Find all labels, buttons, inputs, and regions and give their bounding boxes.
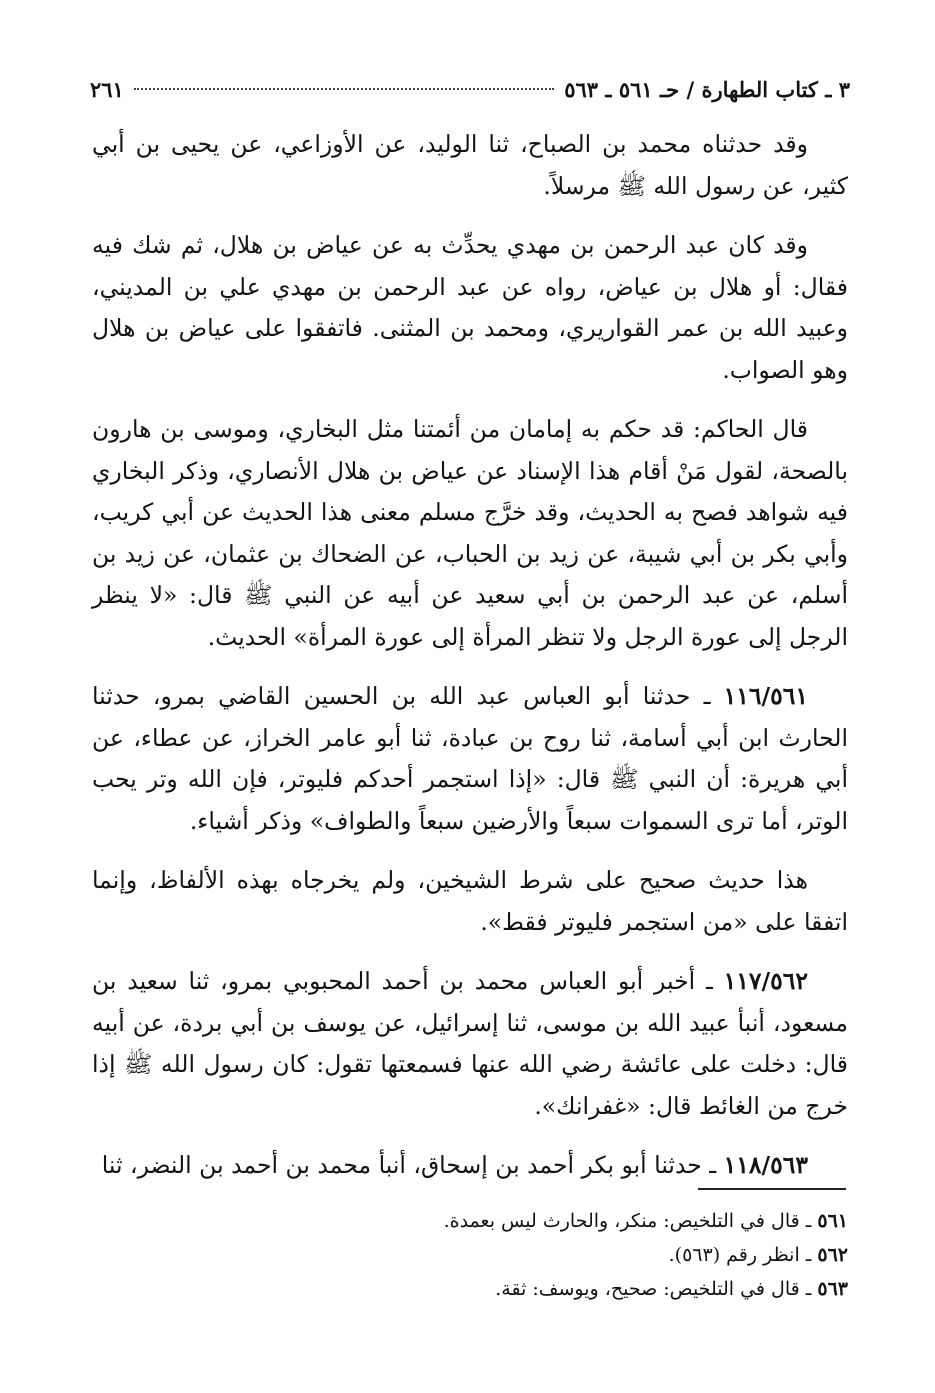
hadith-number: ١١٧/٥٦٢	[723, 967, 808, 995]
paragraph-text: وقد كان عبد الرحمن بن مهدي يحدِّث به عن عياض بن هلال، ثم شك فيه فقال: أو هلال بن عياض، رواه عن عبد الرحمن بن مهدي علي بن المديني، وعبيد الله بن عمر القواريري، ومحمد بن المثنى. فاتفقوا على عياض بن هلال وهو الصواب.	[92, 231, 848, 384]
main-text	[92, 124, 848, 1205]
chapter-title: ٣ ـ كتاب الطهارة / حـ ٥٦١ ـ ٥٦٣	[564, 76, 850, 102]
footnote-text: ـ انظر رقم (٥٦٣).	[668, 1244, 818, 1266]
hadith-number: ١١٦/٥٦١	[723, 682, 808, 710]
footnotes	[92, 1204, 848, 1306]
running-header	[90, 74, 850, 104]
footnote-text: ـ قال في التلخيص: صحيح، ويوسف: ثقة.	[495, 1278, 818, 1300]
footnote	[92, 1204, 848, 1238]
hadith-entry	[92, 961, 848, 1127]
footnote-separator	[698, 1188, 846, 1190]
paragraph	[92, 225, 848, 391]
footnote	[92, 1272, 848, 1306]
dot-leader	[134, 88, 554, 90]
paragraph-text: ـ حدثنا أبو بكر أحمد بن إسحاق، أنبأ محمد بن أحمد بن النضر، ثنا	[101, 1151, 724, 1179]
hadith-number: ١١٨/٥٦٣	[723, 1151, 808, 1179]
footnote	[92, 1238, 848, 1272]
footnote-number: ٥٦٣	[817, 1278, 848, 1300]
paragraph	[92, 409, 848, 658]
paragraph-text: قال الحاكم: قد حكم به إمامان من أئمتنا مثل البخاري، وموسى بن هارون بالصحة، لقول مَنْ أقام هذا الإسناد عن عياض بن هلال الأنصاري، وذكر البخاري فيه شواهد فصح به الحديث، وقد خرَّج مسلم معنى هذا الحديث عن أبي كريب، وأبي بكر بن أبي شيبة، عن زيد بن الحباب، عن الضحاك بن عثمان، عن زيد بن أسلم، عن عبد الرحمن بن أبي سعيد عن أبيه عن النبي ﷺ قال: «لا ينظر الرجل إلى عورة الرجل ولا تنظر المرأة إلى عورة المرأة» الحديث.	[92, 415, 848, 651]
footnote-number: ٥٦١	[817, 1210, 848, 1232]
footnote-text: ـ قال في التلخيص: منكر، والحارث ليس بعمدة.	[443, 1210, 818, 1232]
paragraph-text: وقد حدثناه محمد بن الصباح، ثنا الوليد، عن الأوزاعي، عن يحيى بن أبي كثير، عن رسول الله ﷺ مرسلاً.	[92, 130, 848, 200]
paragraph-text: هذا حديث صحيح على شرط الشيخين، ولم يخرجاه بهذه الألفاظ، وإنما اتفقا على «من استجمر فليوتر فقط».	[92, 866, 848, 936]
paragraph	[92, 124, 848, 207]
paragraph-text: ـ حدثنا أبو العباس عبد الله بن الحسين القاضي بمرو، حدثنا الحارث ابن أبي أسامة، ثنا روح بن عبادة، ثنا أبو عامر الخراز، عن عطاء، عن أبي هريرة: أن النبي ﷺ قال: «إذا استجمر أحدكم فليوتر، فإن الله وتر يحب الوتر، أما ترى السموات سبعاً والأرضين سبعاً والطواف» وذكر أشياء.	[92, 682, 849, 835]
paragraph	[92, 860, 848, 943]
page-number: ٢٦١	[90, 76, 124, 102]
paragraph-text: ـ أخبر أبو العباس محمد بن أحمد المحبوبي بمرو، ثنا سعيد بن مسعود، أنبأ عبيد الله بن موسى، ثنا إسرائيل، عن يوسف بن أبي بردة، عن أبيه قال: دخلت على عائشة رضي الله عنها فسمعتها تقول: كان رسول الله ﷺ إذا خرج من الغائط قال: «غفرانك».	[92, 967, 848, 1120]
hadith-entry	[92, 676, 848, 842]
footnote-number: ٥٦٢	[817, 1244, 848, 1266]
hadith-entry	[92, 1145, 848, 1187]
